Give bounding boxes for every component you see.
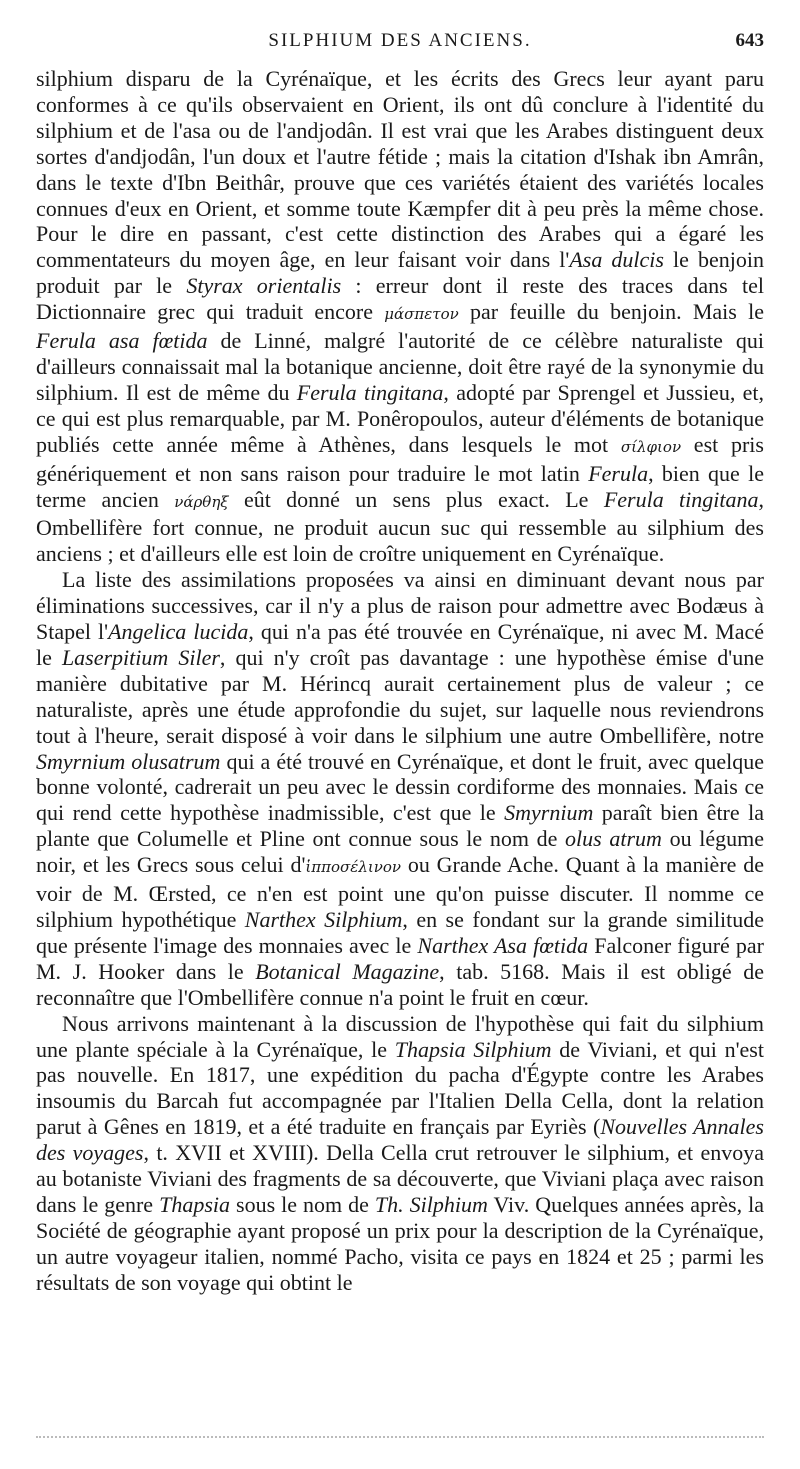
text-run: silphium disparu de la Cyrénaïque, et les écrits des Grecs leur ayant paru conformes à ce qu'ils observaient en Orient, ils ont dû conclure à l'identité du silphium et de l'asa ou de l'andjodân. Il est vrai que les Arabes distinguent deux sortes d'andjodân, l'un doux et l'autre fétide ; mais la citation d'Ishak ibn Amrân, dans le texte d'Ibn Beithâr, prouve que ces variétés étaient des variétés locales connues d'eux en Orient, et somme toute Kæmpfer dit à peu près la même chose. Pour le dire en passant, c'est cette distinction des Arabes qui a égaré les commentateurs du moyen âge, en leur faisant voir dans l'	[36, 66, 764, 273]
text-run: , bien que le terme ancien	[36, 460, 764, 512]
italic-term: olus atrum	[565, 826, 662, 852]
paragraph	[36, 1011, 764, 1296]
italic-term: Nouvelles Annales des voyages	[36, 1114, 764, 1166]
italic-term: Th. Silphium	[374, 1191, 488, 1217]
italic-term: Smyrnium	[504, 800, 594, 826]
italic-term: Angelica lucida	[108, 619, 249, 645]
italic-term: Laserpitium Siler	[61, 644, 220, 670]
footer-rule	[36, 1436, 764, 1438]
text-run: , tab. 5168. Mais il est obligé de reconnaître que l'Ombellifère connue n'a point le fruit en cœur.	[36, 958, 764, 1010]
text-run: par feuille du benjoin. Mais le	[458, 299, 764, 325]
italic-term: Thapsia	[159, 1191, 230, 1217]
italic-term: Ferula asa fœtida	[36, 328, 208, 354]
text-run: ou légume noir, et les Grecs sous celui d'	[36, 826, 764, 878]
text-run: Falconer figuré par M. J. Hooker dans le	[36, 932, 764, 984]
text-run: le benjoin produit par le	[36, 247, 764, 299]
text-run: eût donné un sens plus exact. Le	[228, 486, 604, 512]
greek-word: νάρθηξ	[174, 492, 229, 511]
text-run: ou Grande Ache. Quant à la manière de voir de M. Œrsted, ce n'en est point une qu'on puisse discuter. Il nomme ce silphium hypothétique	[36, 852, 764, 932]
text-run: Nous arrivons maintenant à la discussion de l'hypothèse qui fait du silphium une plante spéciale à la Cyrénaïque, le	[36, 1010, 764, 1062]
text-run: paraît bien être la plante que Columelle et Pline ont connue sous le nom de	[36, 800, 764, 852]
text-run: est pris génériquement et non sans raison pour traduire le mot latin	[36, 431, 764, 486]
paragraph	[36, 567, 764, 1010]
text-run: La liste des assimilations proposées va ainsi en diminuant devant nous par éliminations successives, car il n'y a plus de raison pour admettre avec Bodæus à Stapel l'	[36, 567, 764, 645]
text-run: , en se fondant sur la grande similitude que présente l'image des monnaies avec le	[36, 907, 764, 958]
italic-term: Styrax orientalis	[186, 273, 342, 299]
text-run: : erreur dont il reste des traces dans tel Dictionnaire grec qui traduit encore	[36, 273, 764, 325]
italic-term: Thapsia Silphium	[394, 1036, 552, 1062]
text-run: Viv. Quelques années après, la Société de géographie ayant proposé un prix pour la description de la Cyrénaïque, un autre voyageur italien, nommé Pacho, visita ce pays en 1824 et 25 ; parmi les résultats de son voyage qui obtint le	[36, 1191, 764, 1295]
text-run: sous le nom de	[230, 1191, 375, 1217]
italic-term: Narthex Asa fœtida	[417, 932, 589, 958]
body-text	[36, 66, 764, 1296]
paragraph	[36, 66, 764, 567]
text-run: , qui n'y croît pas davantage : une hypothèse émise d'une manière dubitative par M. Hérincq aurait certainement plus de valeur ; ce naturaliste, après une étude approfondie du sujet, sur laquelle nous reviendrons tout à l'heure, serait disposé à voir dans le silphium une autre Ombellifère, notre	[36, 644, 764, 748]
greek-word: ἱπποσέλινον	[305, 858, 401, 877]
greek-word: σίλφιον	[620, 437, 682, 456]
italic-term: Ferula tingitana	[603, 486, 759, 512]
text-run: , t. XVII et XVIII). Della Cella crut retrouver le silphium, et envoya au botaniste Viviani des fragments de sa découverte, que Viviani plaça avec raison dans le genre	[36, 1140, 764, 1217]
italic-term: Ferula tingitana	[296, 379, 444, 405]
italic-term: Narthex Silphium	[244, 907, 403, 932]
running-head	[36, 30, 764, 60]
running-title: SILPHIUM DES ANCIENS.	[268, 30, 532, 51]
text-run: , Ombellifère fort connue, ne produit aucun suc qui ressemble au silphium des anciens ; et d'ailleurs elle est loin de croître uniquement en Cyrénaïque.	[36, 486, 765, 567]
greek-word: μάσπετον	[384, 305, 459, 324]
italic-term: Botanical Magazine	[255, 958, 440, 984]
page-number: 643	[735, 30, 764, 51]
text-run: de Viviani, et qui n'est pas nouvelle. En 1817, une expédition du pacha d'Égypte contre les Arabes insoumis du Barcah fut accompagnée par l'Italien Della Cella, dont la relation parut à Gênes en 1819, et a été traduite en français par Eyriès (	[36, 1036, 764, 1140]
text-run: qui a été trouvé en Cyrénaïque, et dont le fruit, avec quelque bonne volonté, cadrerait un peu avec le dessin cordiforme des monnaies. Mais ce qui rend cette hypothèse inadmissible, c'est que le	[36, 748, 764, 826]
text-run: , qui n'a pas été trouvée en Cyrénaïque, ni avec M. Macé le	[36, 619, 764, 670]
italic-term: Ferula	[588, 460, 649, 486]
text-run: de Linné, malgré l'autorité de ce célèbre naturaliste qui d'ailleurs connaissait mal la botanique ancienne, doit être rayé de la synonymie du silphium. Il est de même du	[36, 328, 764, 405]
italic-term: Smyrnium olusatrum	[36, 748, 221, 774]
text-run: , adopté par Sprengel et Jussieu, et, ce qui est plus remarquable, par M. Ponêropoulos, auteur d'éléments de botanique publiés cette année même à Athènes, dans lesquels le mot	[36, 379, 765, 457]
italic-term: Asa dulcis	[569, 247, 664, 273]
